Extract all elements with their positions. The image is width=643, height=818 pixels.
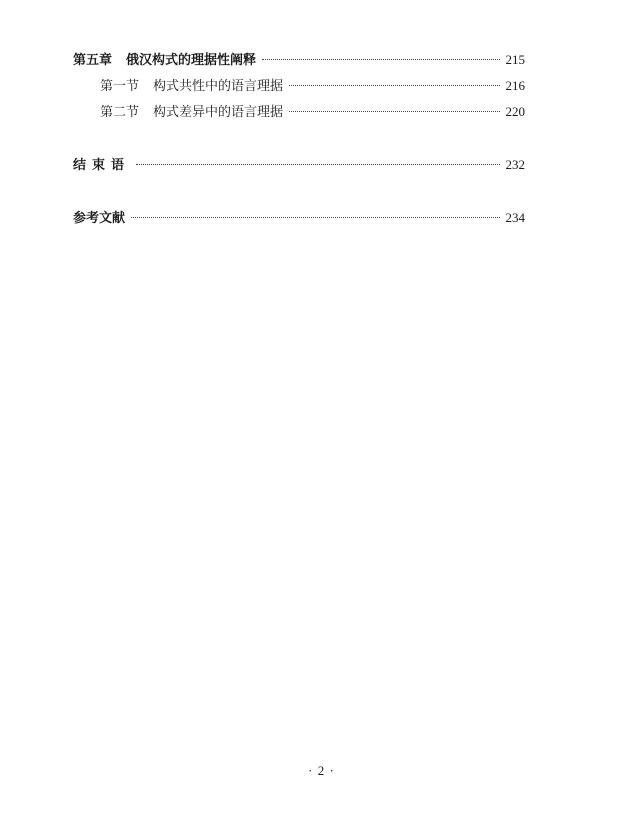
- dot-leader: [289, 111, 499, 112]
- page-number: 216: [505, 78, 525, 93]
- page-footer-number: · 2 ·: [308, 763, 335, 778]
- section-number: 第二节: [100, 105, 140, 120]
- toc-entry-label: [100, 77, 283, 97]
- toc-entry-chapter-5[interactable]: [73, 50, 525, 70]
- page-number: 215: [505, 52, 525, 67]
- toc-entry-label: [73, 51, 256, 71]
- references-title: 参考文献: [73, 211, 126, 226]
- page-number: 234: [505, 210, 525, 225]
- section-title: 构式共性中的语言理据: [153, 79, 284, 94]
- conclusion-title: 结束语: [73, 158, 131, 173]
- dot-leader: [131, 217, 499, 218]
- section-number: 第一节: [100, 79, 140, 94]
- chapter-title: 俄汉构式的理据性阐释: [126, 53, 257, 68]
- dot-leader: [289, 85, 499, 86]
- page-number: 220: [505, 104, 525, 119]
- toc-entry-label: [100, 103, 283, 123]
- dot-leader: [136, 164, 499, 165]
- toc-entry-references[interactable]: [73, 208, 525, 228]
- section-title: 构式差异中的语言理据: [153, 105, 284, 120]
- table-of-contents: [73, 50, 525, 228]
- toc-entry-conclusion[interactable]: [73, 155, 525, 175]
- page-number: 232: [505, 157, 525, 172]
- toc-entry-section-1[interactable]: [73, 76, 525, 96]
- toc-entry-label: [73, 156, 130, 176]
- dot-leader: [262, 59, 499, 60]
- chapter-number: 第五章: [73, 53, 113, 68]
- toc-entry-section-2[interactable]: [73, 102, 525, 122]
- toc-entry-label: [73, 209, 125, 229]
